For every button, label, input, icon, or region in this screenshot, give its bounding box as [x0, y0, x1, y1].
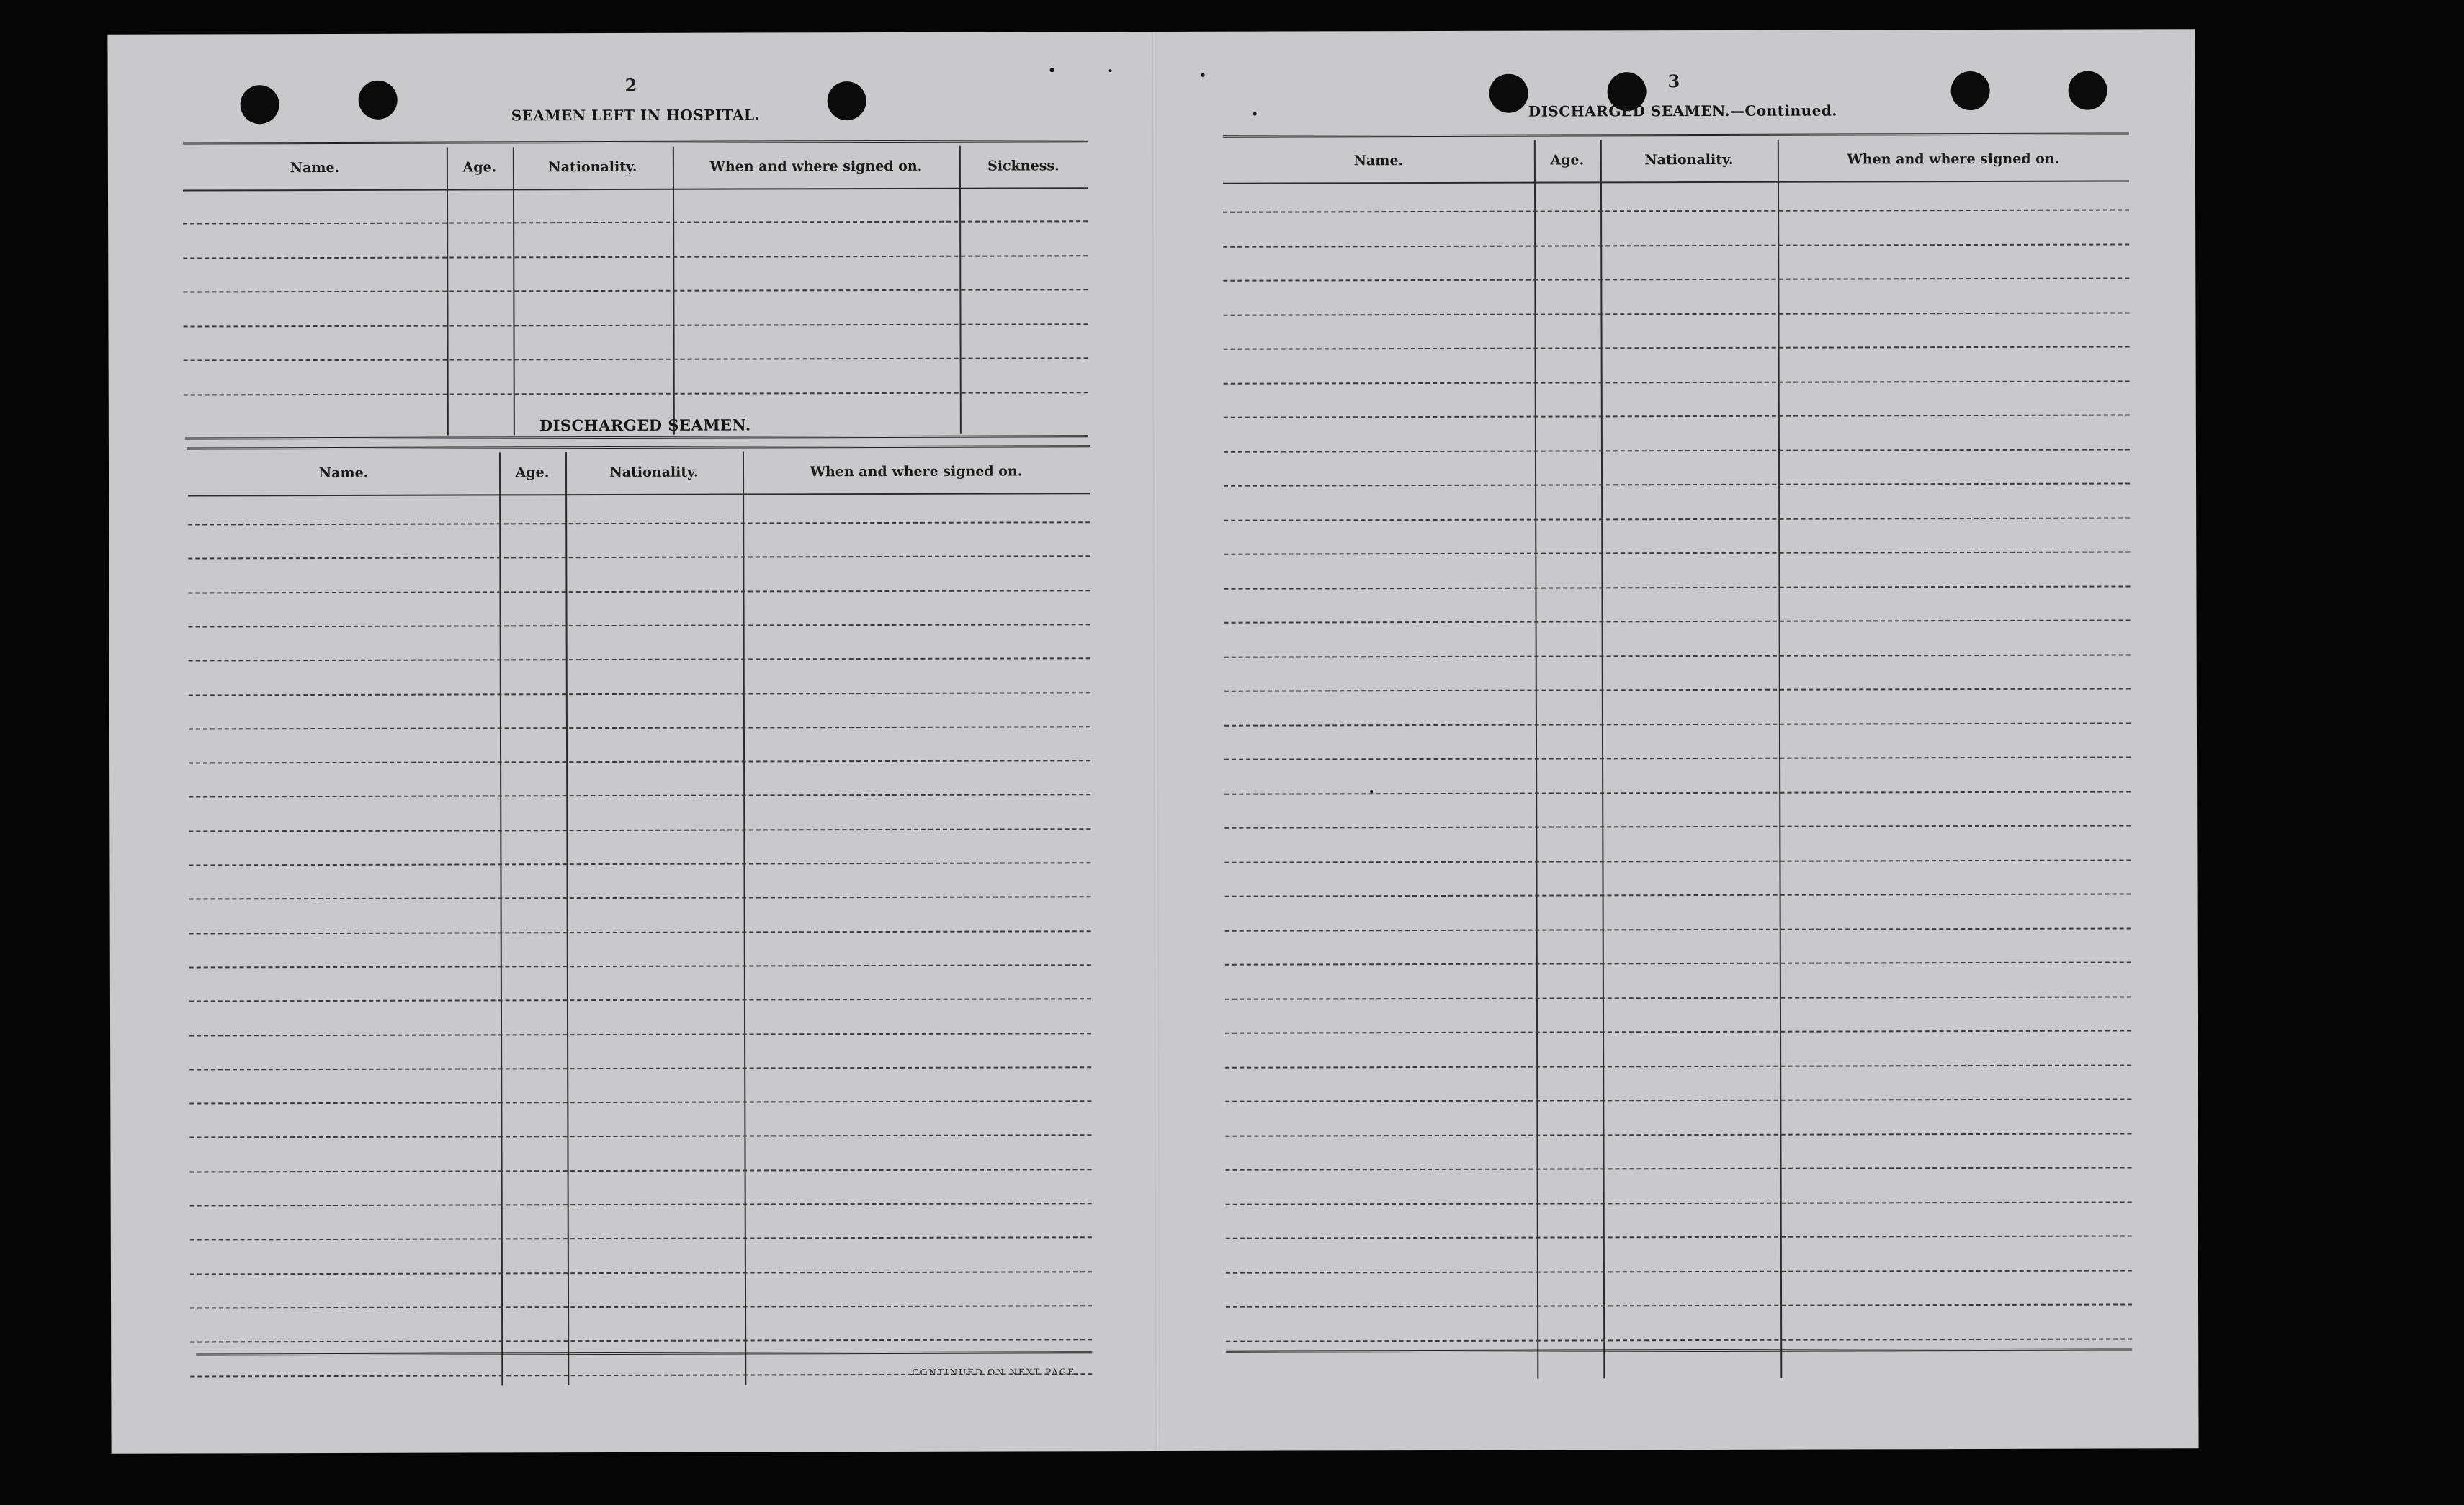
hospital-col-name: Name.	[290, 159, 340, 176]
blank-ruled-row	[1223, 277, 2129, 281]
discharged-section-title: DISCHARGED SEAMEN.	[539, 415, 751, 435]
blank-ruled-row	[1225, 996, 2131, 999]
blank-ruled-row	[188, 521, 1090, 525]
blank-ruled-row	[1225, 961, 2131, 965]
blank-ruled-row	[1224, 551, 2130, 554]
blank-ruled-row	[190, 1271, 1092, 1275]
blank-ruled-row	[1224, 380, 2130, 384]
punch-hole	[241, 85, 279, 124]
speck	[1050, 68, 1054, 72]
blank-ruled-row	[189, 692, 1090, 696]
blank-ruled-row	[1223, 243, 2129, 247]
blank-ruled-row	[1225, 893, 2131, 897]
right-col-age: Age.	[1550, 152, 1585, 169]
blank-ruled-row	[1224, 482, 2130, 486]
blank-ruled-row	[189, 624, 1090, 627]
blank-ruled-row	[189, 726, 1090, 729]
blank-ruled-row	[1224, 722, 2131, 726]
blank-ruled-row	[189, 657, 1090, 661]
discharged-col-nationality: Nationality.	[609, 464, 699, 480]
discharged-table	[188, 451, 1092, 1386]
blank-ruled-row	[1225, 1098, 2131, 1102]
blank-ruled-row	[183, 289, 1088, 292]
blank-ruled-row	[1224, 859, 2131, 863]
blank-ruled-row	[188, 590, 1090, 593]
hospital-col-nationality: Nationality.	[548, 158, 637, 176]
discharged-col-signed-on: When and where signed on.	[810, 463, 1023, 480]
blank-ruled-row	[183, 220, 1088, 224]
blank-ruled-row	[183, 255, 1088, 259]
speck	[1253, 112, 1257, 116]
discharged-continued-title: DISCHARGED SEAMEN.—Continued.	[1528, 102, 1837, 120]
hospital-col-sickness: Sickness.	[987, 158, 1059, 174]
blank-ruled-row	[184, 392, 1088, 395]
hospital-table	[183, 145, 1088, 436]
blank-ruled-row	[1224, 517, 2130, 521]
hospital-col-signed-on: When and where signed on.	[709, 158, 923, 175]
hospital-col-age: Age.	[462, 159, 497, 176]
hospital-bottom-rule	[185, 435, 1088, 441]
right-col-signed-on: When and where signed on.	[1847, 150, 2060, 168]
blank-ruled-row	[189, 1033, 1091, 1036]
blank-ruled-row	[1224, 825, 2131, 828]
blank-ruled-row	[188, 556, 1090, 560]
blank-ruled-row	[190, 1203, 1092, 1206]
blank-ruled-row	[190, 1339, 1092, 1342]
continued-footer: CONTINUED ON NEXT PAGE.	[912, 1367, 1080, 1378]
page-number-right: 3	[1667, 71, 1680, 92]
blank-ruled-row	[1225, 927, 2131, 931]
blank-ruled-row	[189, 964, 1091, 968]
right-col-name: Name.	[1353, 153, 1404, 169]
blank-ruled-row	[1225, 1133, 2131, 1136]
discharged-continued-table	[1223, 138, 2132, 1379]
blank-ruled-row	[1225, 1030, 2131, 1033]
speck	[1201, 73, 1205, 77]
blank-ruled-row	[1224, 414, 2130, 418]
blank-ruled-row	[1223, 312, 2129, 315]
page-fold	[1152, 32, 1160, 1451]
blank-ruled-row	[190, 1237, 1092, 1241]
punch-hole	[1489, 74, 1528, 113]
blank-ruled-row	[189, 1135, 1091, 1138]
blank-ruled-row	[189, 897, 1091, 900]
blank-ruled-row	[1226, 1201, 2132, 1205]
blank-ruled-row	[189, 862, 1090, 866]
punch-hole	[359, 81, 398, 120]
blank-ruled-row	[1226, 1235, 2132, 1239]
blank-ruled-row	[190, 1169, 1092, 1172]
blank-ruled-row	[1223, 209, 2129, 212]
discharged-col-age: Age.	[515, 464, 550, 481]
hospital-section-title: SEAMEN LEFT IN HOSPITAL.	[511, 106, 761, 125]
blank-ruled-row	[189, 1066, 1091, 1070]
blank-ruled-row	[1224, 449, 2130, 452]
blank-ruled-row	[189, 1100, 1091, 1104]
blank-ruled-row	[190, 1305, 1092, 1308]
blank-ruled-row	[189, 760, 1090, 763]
blank-ruled-row	[1226, 1303, 2132, 1307]
blank-ruled-row	[1224, 654, 2131, 657]
blank-ruled-row	[189, 930, 1091, 934]
discharged-header-rule	[188, 493, 1090, 496]
blank-ruled-row	[1225, 1064, 2131, 1068]
punch-hole	[828, 81, 866, 120]
blank-ruled-row	[184, 357, 1088, 361]
page-number-left: 2	[624, 74, 637, 96]
blank-ruled-row	[1224, 619, 2131, 623]
blank-ruled-row	[189, 998, 1091, 1002]
blank-ruled-row	[1224, 346, 2130, 349]
speck	[1109, 69, 1112, 72]
blank-ruled-row	[1224, 756, 2131, 760]
blank-ruled-row	[1224, 585, 2130, 589]
blank-ruled-row	[1226, 1338, 2132, 1342]
blank-ruled-row	[1224, 791, 2131, 794]
blank-ruled-row	[1226, 1270, 2132, 1273]
blank-ruled-row	[1226, 1167, 2132, 1170]
blank-ruled-row	[189, 828, 1090, 832]
scanned-form-spread	[107, 29, 2198, 1454]
punch-hole	[1951, 71, 1990, 110]
discharged-col-name: Name.	[318, 464, 369, 482]
right-col-nationality: Nationality.	[1644, 151, 1734, 169]
blank-ruled-row	[189, 794, 1090, 798]
punch-hole	[2069, 71, 2107, 110]
blank-ruled-row	[1224, 688, 2131, 691]
blank-ruled-row	[183, 323, 1088, 327]
